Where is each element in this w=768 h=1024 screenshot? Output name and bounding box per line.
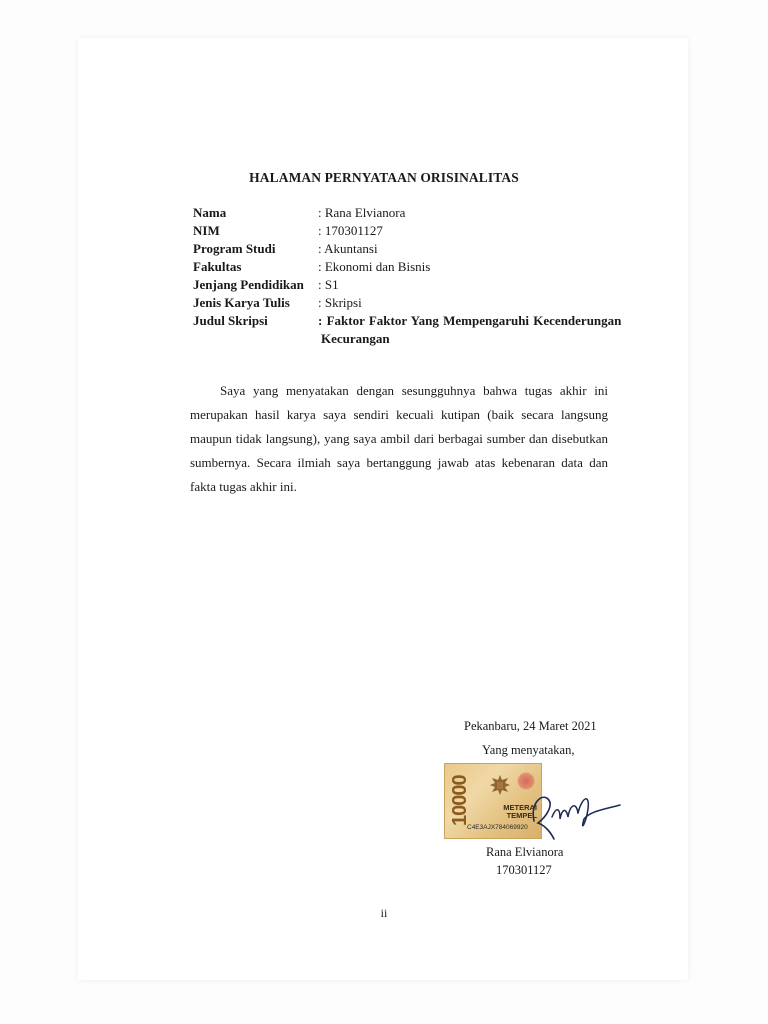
- stamp-label-line2: TEMPEL: [506, 811, 537, 820]
- identity-value: : 170301127: [318, 223, 383, 238]
- identity-label: Fakultas: [193, 259, 242, 274]
- place-date: Pekanbaru, 24 Maret 2021: [464, 719, 597, 733]
- identity-value: : Ekonomi dan Bisnis: [318, 259, 431, 274]
- document-title: HALAMAN PERNYATAAN ORISINALITAS: [249, 170, 519, 185]
- identity-label: Judul Skripsi: [193, 313, 268, 328]
- garuda-emblem-icon: [487, 772, 513, 798]
- signer-role: Yang menyatakan,: [482, 743, 575, 757]
- identity-value: : Rana Elvianora: [318, 205, 406, 220]
- identity-value: : Skripsi: [318, 295, 362, 310]
- handwritten-signature: [520, 783, 624, 843]
- stamp-label-line1: METERAI: [503, 803, 537, 812]
- identity-label: Program Studi: [193, 241, 276, 256]
- identity-label: Jenjang Pendidikan: [193, 277, 304, 292]
- stamp-denomination: 10000: [449, 775, 471, 827]
- page-number: ii: [380, 906, 388, 920]
- identity-value: : Faktor Faktor Yang Mempengaruhi Kecenderungan: [318, 313, 622, 328]
- identity-label: NIM: [193, 223, 220, 238]
- statement-paragraph: Saya yang menyatakan dengan sesungguhnya bahwa tugas akhir ini merupakan hasil karya saya sendiri kecuali kutipan (baik secara langsung maupun tidak langsung), yang saya ambil dari berbagai sumber dan disebutkan sumbernya. Secara ilmiah saya bertanggung jawab atas kebenaran data dan fakta tugas akhir ini.: [190, 383, 608, 494]
- identity-value-continued: Kecurangan: [321, 331, 390, 346]
- identity-label: Nama: [193, 205, 227, 220]
- identity-label: Jenis Karya Tulis: [193, 295, 290, 310]
- stamp-serial: C4E3AJX784069920: [467, 824, 528, 831]
- signer-name: Rana Elvianora: [486, 845, 564, 859]
- identity-value: : Akuntansi: [318, 241, 378, 256]
- signer-id: 170301127: [496, 863, 552, 877]
- identity-value: : S1: [318, 277, 339, 292]
